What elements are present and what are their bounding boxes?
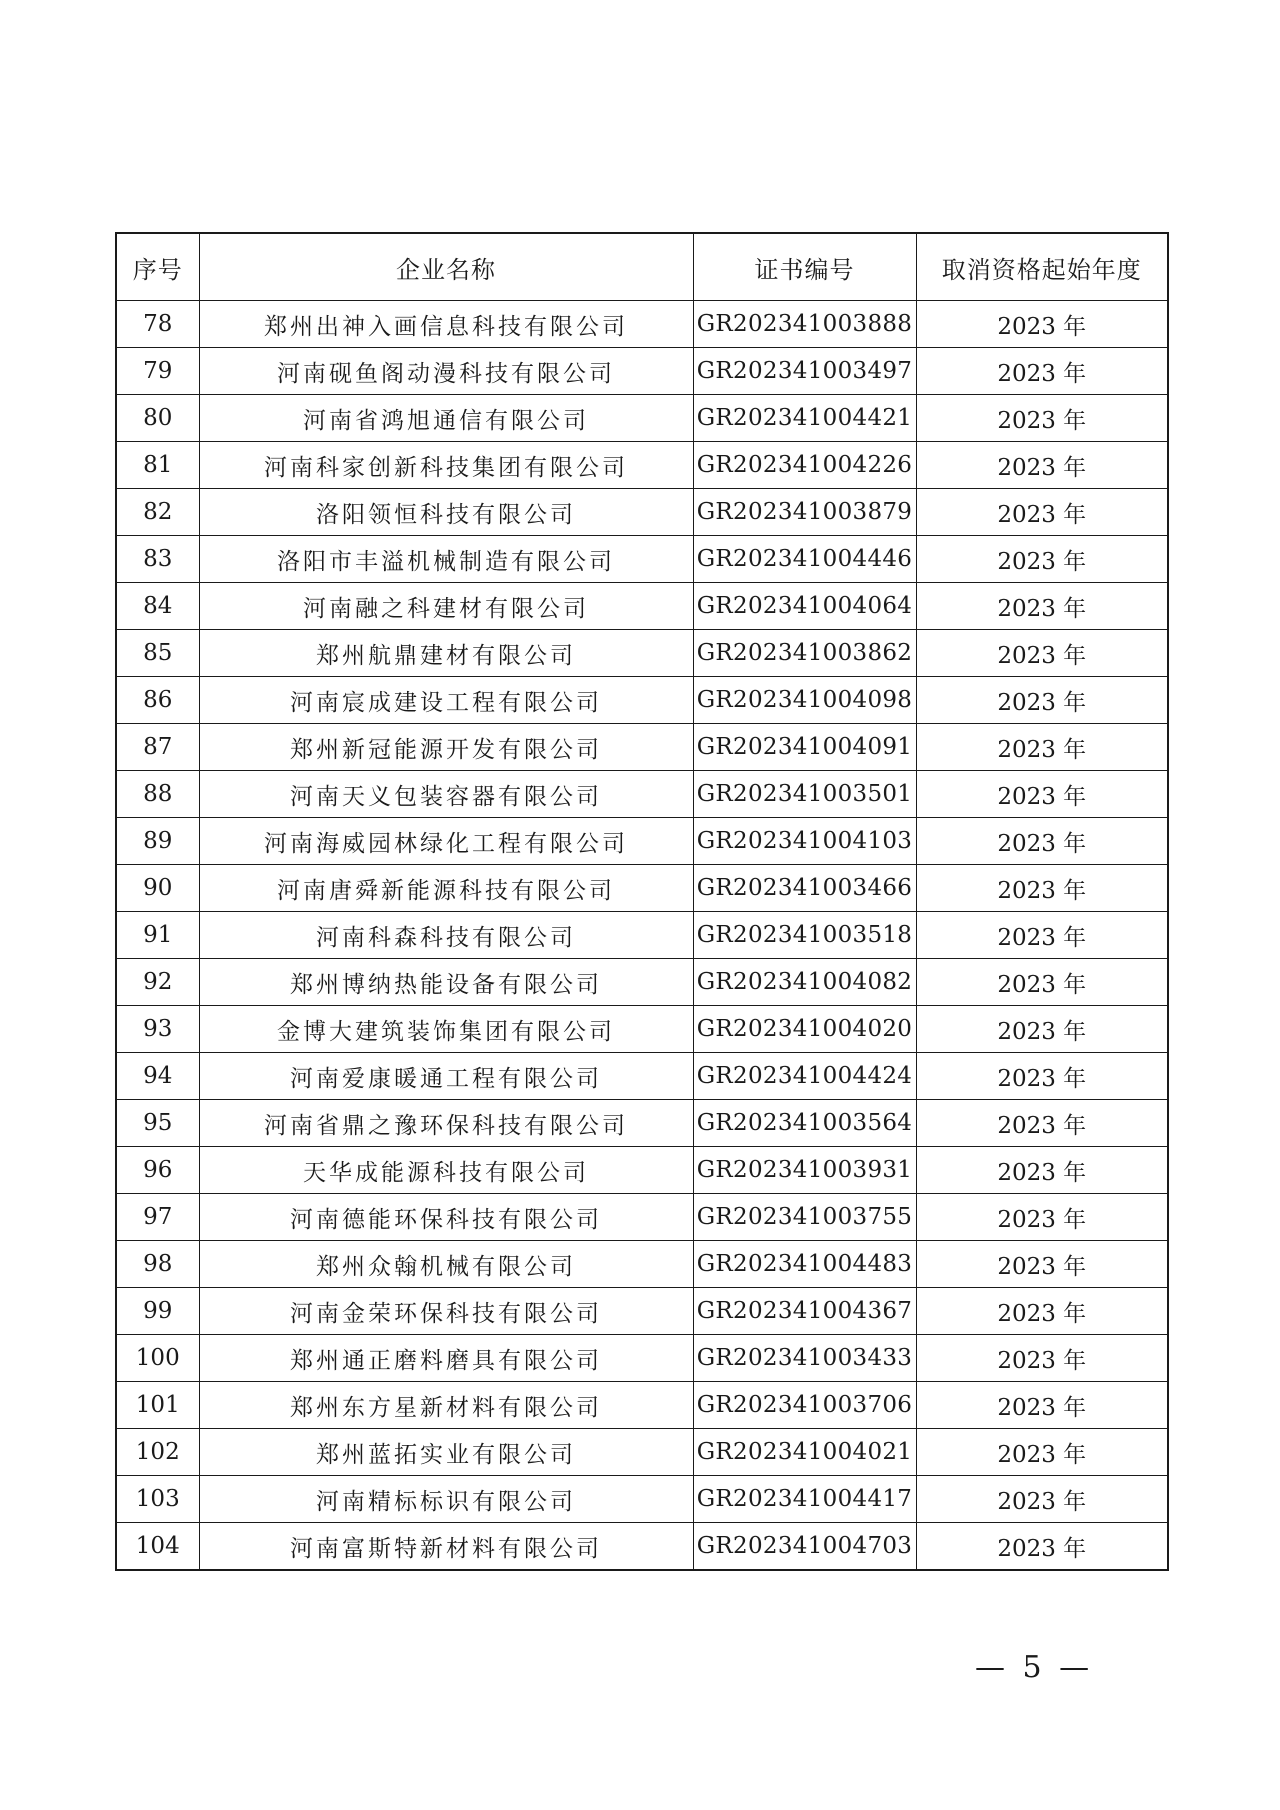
table-row (116, 395, 1168, 442)
seq-cell: 83 (116, 536, 199, 583)
revocation-year-cell: 2023 年 (916, 1476, 1168, 1523)
company-name-cell: 洛阳市丰溢机械制造有限公司 (199, 536, 693, 583)
header-revocation-year: 取消资格起始年度 (916, 233, 1168, 301)
certificate-number-cell: GR202341003879 (693, 489, 916, 536)
certificate-number-cell: GR202341004446 (693, 536, 916, 583)
seq-cell: 93 (116, 1006, 199, 1053)
header-row (116, 233, 1168, 301)
company-name-cell: 河南科森科技有限公司 (199, 912, 693, 959)
revocation-year-cell: 2023 年 (916, 489, 1168, 536)
company-name-cell: 河南科家创新科技集团有限公司 (199, 442, 693, 489)
company-name-cell: 河南爱康暖通工程有限公司 (199, 1053, 693, 1100)
table-row (116, 583, 1168, 630)
table-row (116, 912, 1168, 959)
seq-cell: 80 (116, 395, 199, 442)
seq-cell: 86 (116, 677, 199, 724)
certificate-number-cell: GR202341004020 (693, 1006, 916, 1053)
seq-cell: 92 (116, 959, 199, 1006)
revocation-year-cell: 2023 年 (916, 395, 1168, 442)
header-certificate-number: 证书编号 (693, 233, 916, 301)
company-name-cell: 郑州新冠能源开发有限公司 (199, 724, 693, 771)
seq-cell: 89 (116, 818, 199, 865)
certificate-number-cell: GR202341004021 (693, 1429, 916, 1476)
certificate-number-cell: GR202341004424 (693, 1053, 916, 1100)
revocation-year-cell: 2023 年 (916, 818, 1168, 865)
table-row (116, 959, 1168, 1006)
revocation-year-cell: 2023 年 (916, 1100, 1168, 1147)
certificate-number-cell: GR202341003888 (693, 301, 916, 348)
certificate-number-cell: GR202341003497 (693, 348, 916, 395)
seq-cell: 100 (116, 1335, 199, 1382)
table-row (116, 1147, 1168, 1194)
table-row (116, 1288, 1168, 1335)
company-name-cell: 河南德能环保科技有限公司 (199, 1194, 693, 1241)
certificate-number-cell: GR202341004417 (693, 1476, 916, 1523)
seq-cell: 95 (116, 1100, 199, 1147)
seq-cell: 101 (116, 1382, 199, 1429)
certificate-number-cell: GR202341003501 (693, 771, 916, 818)
certificate-number-cell: GR202341004703 (693, 1523, 916, 1571)
company-name-cell: 郑州蓝拓实业有限公司 (199, 1429, 693, 1476)
company-name-cell: 河南海威园林绿化工程有限公司 (199, 818, 693, 865)
company-name-cell: 河南天义包装容器有限公司 (199, 771, 693, 818)
certificate-number-cell: GR202341004082 (693, 959, 916, 1006)
table-row (116, 818, 1168, 865)
revocation-year-cell: 2023 年 (916, 301, 1168, 348)
certificate-number-cell: GR202341004091 (693, 724, 916, 771)
page-number: — 5 — (975, 1650, 1094, 1685)
company-name-cell: 郑州博纳热能设备有限公司 (199, 959, 693, 1006)
header-seq: 序号 (116, 233, 199, 301)
certificate-number-cell: GR202341004226 (693, 442, 916, 489)
revocation-year-cell: 2023 年 (916, 348, 1168, 395)
table-row (116, 1006, 1168, 1053)
seq-cell: 79 (116, 348, 199, 395)
seq-cell: 88 (116, 771, 199, 818)
revocation-year-cell: 2023 年 (916, 1523, 1168, 1571)
company-name-cell: 郑州航鼎建材有限公司 (199, 630, 693, 677)
certificate-number-cell: GR202341004064 (693, 583, 916, 630)
certificate-number-cell: GR202341003755 (693, 1194, 916, 1241)
revocation-year-cell: 2023 年 (916, 771, 1168, 818)
header-company-name: 企业名称 (199, 233, 693, 301)
company-name-cell: 河南富斯特新材料有限公司 (199, 1523, 693, 1571)
table-row (116, 489, 1168, 536)
certificate-number-cell: GR202341004103 (693, 818, 916, 865)
table-row (116, 1053, 1168, 1100)
table-row (116, 301, 1168, 348)
table-row (116, 1241, 1168, 1288)
table-row (116, 1476, 1168, 1523)
revocation-year-cell: 2023 年 (916, 959, 1168, 1006)
company-name-cell: 洛阳领恒科技有限公司 (199, 489, 693, 536)
table-row (116, 1523, 1168, 1571)
seq-cell: 78 (116, 301, 199, 348)
revocation-year-cell: 2023 年 (916, 677, 1168, 724)
revocation-year-cell: 2023 年 (916, 1429, 1168, 1476)
seq-cell: 94 (116, 1053, 199, 1100)
seq-cell: 99 (116, 1288, 199, 1335)
seq-cell: 81 (116, 442, 199, 489)
seq-cell: 82 (116, 489, 199, 536)
table-row (116, 536, 1168, 583)
certificate-number-cell: GR202341003433 (693, 1335, 916, 1382)
table-row (116, 442, 1168, 489)
certificate-number-cell: GR202341003518 (693, 912, 916, 959)
company-name-cell: 河南省鸿旭通信有限公司 (199, 395, 693, 442)
company-name-cell: 郑州东方星新材料有限公司 (199, 1382, 693, 1429)
seq-cell: 85 (116, 630, 199, 677)
table-row (116, 1100, 1168, 1147)
seq-cell: 97 (116, 1194, 199, 1241)
seq-cell: 98 (116, 1241, 199, 1288)
table-row (116, 771, 1168, 818)
revocation-year-cell: 2023 年 (916, 1006, 1168, 1053)
table-header (116, 233, 1168, 301)
certificate-number-cell: GR202341003564 (693, 1100, 916, 1147)
table-row (116, 630, 1168, 677)
seq-cell: 90 (116, 865, 199, 912)
company-name-cell: 郑州通正磨料磨具有限公司 (199, 1335, 693, 1382)
certificate-number-cell: GR202341003706 (693, 1382, 916, 1429)
revocation-year-cell: 2023 年 (916, 442, 1168, 489)
revocation-year-cell: 2023 年 (916, 536, 1168, 583)
seq-cell: 91 (116, 912, 199, 959)
revocation-year-cell: 2023 年 (916, 630, 1168, 677)
table-row (116, 724, 1168, 771)
certificate-number-cell: GR202341004483 (693, 1241, 916, 1288)
company-name-cell: 金博大建筑装饰集团有限公司 (199, 1006, 693, 1053)
seq-cell: 87 (116, 724, 199, 771)
revocation-year-cell: 2023 年 (916, 1335, 1168, 1382)
revocation-year-cell: 2023 年 (916, 1147, 1168, 1194)
company-name-cell: 河南唐舜新能源科技有限公司 (199, 865, 693, 912)
revocation-year-cell: 2023 年 (916, 1382, 1168, 1429)
seq-cell: 96 (116, 1147, 199, 1194)
company-name-cell: 郑州众翰机械有限公司 (199, 1241, 693, 1288)
revocation-year-cell: 2023 年 (916, 583, 1168, 630)
certificate-number-cell: GR202341004367 (693, 1288, 916, 1335)
revocation-year-cell: 2023 年 (916, 1241, 1168, 1288)
company-name-cell: 河南砚鱼阁动漫科技有限公司 (199, 348, 693, 395)
table-row (116, 1382, 1168, 1429)
revocation-year-cell: 2023 年 (916, 1288, 1168, 1335)
certificate-number-cell: GR202341004098 (693, 677, 916, 724)
company-name-cell: 河南宸成建设工程有限公司 (199, 677, 693, 724)
certificate-number-cell: GR202341003862 (693, 630, 916, 677)
seq-cell: 104 (116, 1523, 199, 1571)
company-name-cell: 郑州出神入画信息科技有限公司 (199, 301, 693, 348)
table-row (116, 1335, 1168, 1382)
company-name-cell: 河南精标标识有限公司 (199, 1476, 693, 1523)
revocation-year-cell: 2023 年 (916, 1194, 1168, 1241)
table-row (116, 677, 1168, 724)
revocation-year-cell: 2023 年 (916, 724, 1168, 771)
table-row (116, 1194, 1168, 1241)
revocation-year-cell: 2023 年 (916, 865, 1168, 912)
revocation-year-cell: 2023 年 (916, 1053, 1168, 1100)
revoked-certificates-table (115, 232, 1169, 1571)
certificate-number-cell: GR202341003931 (693, 1147, 916, 1194)
company-name-cell: 天华成能源科技有限公司 (199, 1147, 693, 1194)
table-body (116, 301, 1168, 1571)
table-row (116, 1429, 1168, 1476)
company-name-cell: 河南融之科建材有限公司 (199, 583, 693, 630)
certificate-number-cell: GR202341003466 (693, 865, 916, 912)
table-row (116, 865, 1168, 912)
seq-cell: 102 (116, 1429, 199, 1476)
seq-cell: 84 (116, 583, 199, 630)
company-name-cell: 河南金荣环保科技有限公司 (199, 1288, 693, 1335)
table-row (116, 348, 1168, 395)
company-name-cell: 河南省鼎之豫环保科技有限公司 (199, 1100, 693, 1147)
seq-cell: 103 (116, 1476, 199, 1523)
certificate-number-cell: GR202341004421 (693, 395, 916, 442)
revocation-year-cell: 2023 年 (916, 912, 1168, 959)
